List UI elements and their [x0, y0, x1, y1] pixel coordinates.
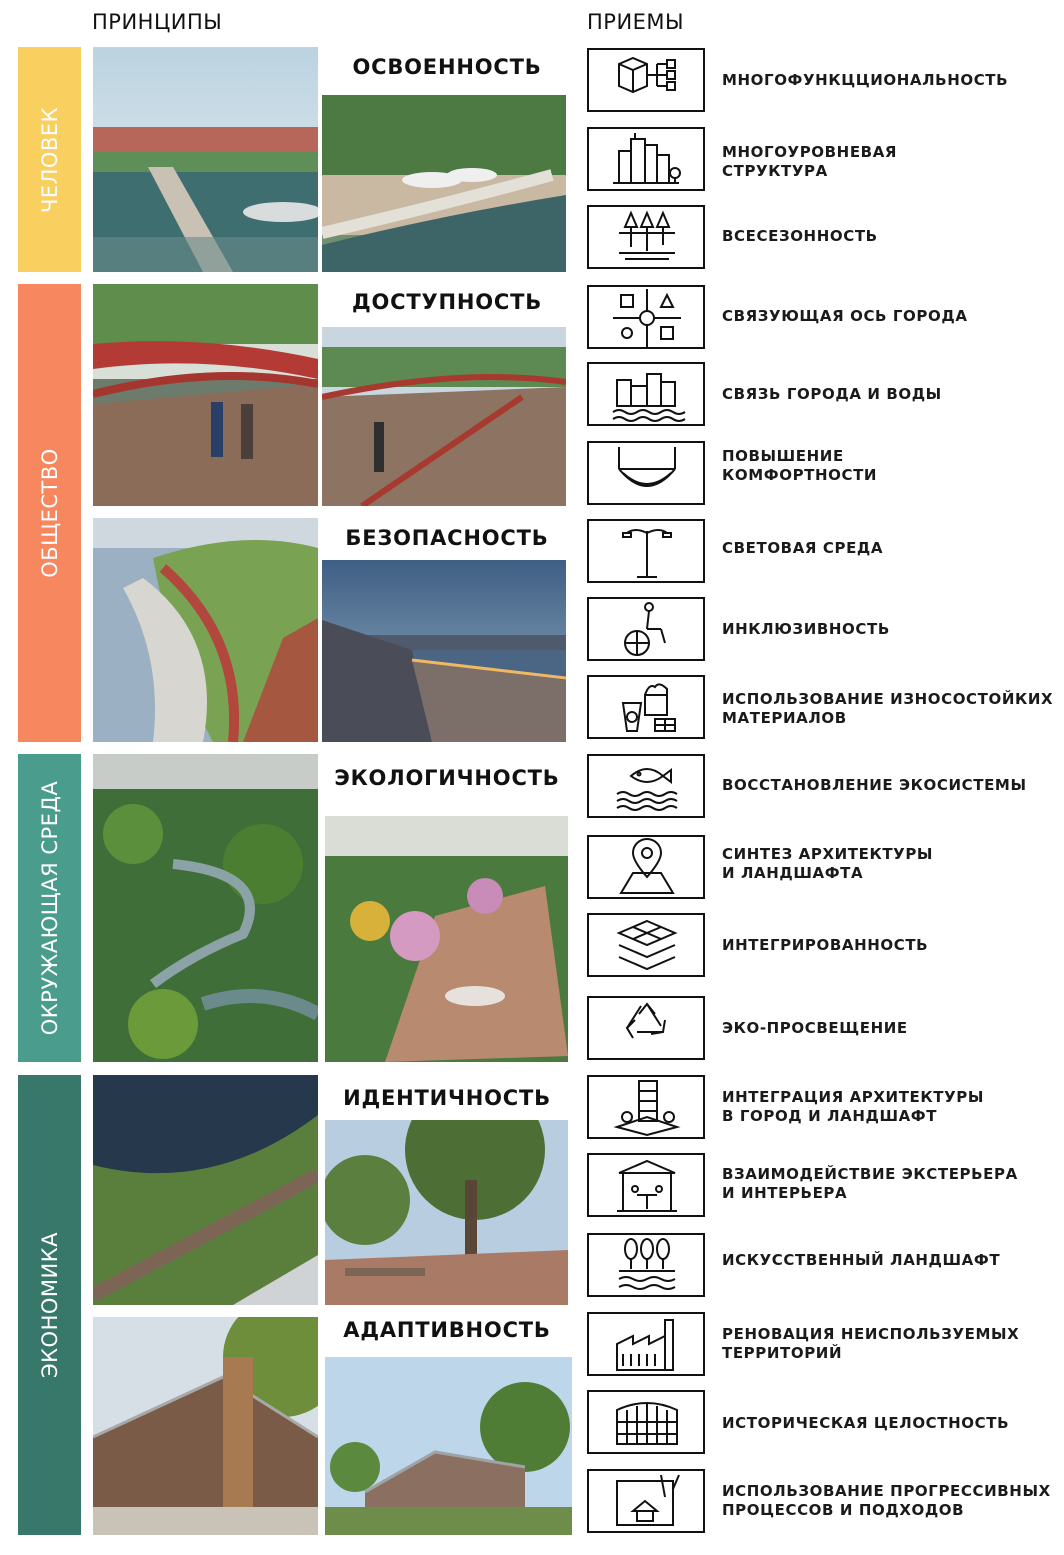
category-band-society — [18, 284, 81, 742]
colosseum-icon — [589, 1392, 705, 1454]
wheelchair-icon — [589, 599, 705, 661]
factory-icon — [589, 1314, 705, 1376]
street-lamp-icon — [589, 521, 705, 583]
technique-label: ИСКУССТВЕННЫЙ ЛАНДШАФТ — [722, 1251, 1001, 1269]
technique-icon-box — [587, 754, 705, 818]
techniques-header: ПРИЕМЫ — [587, 10, 685, 34]
technique-icon-box — [587, 205, 705, 269]
technique-icon-box — [587, 1153, 705, 1217]
category-label: ОКРУЖАЮЩАЯ СРЕДА — [37, 780, 62, 1036]
technique-label: ИНТЕГРИРОВАННОСТЬ — [722, 936, 929, 954]
technique-label: ИНКЛЮЗИВНОСТЬ — [722, 620, 890, 638]
technique-label: ИСПОЛЬЗОВАНИЕ ПРОГРЕССИВНЫХ ПРОЦЕССОВ И ПОДХОДОВ — [722, 1482, 1051, 1519]
category-band-economy — [18, 1075, 81, 1535]
technique-label: СВЕТОВАЯ СРЕДА — [722, 539, 884, 557]
technique-label: МНОГОУРОВНЕВАЯ СТРУКТУРА — [722, 143, 898, 180]
technique-icon-box — [587, 996, 705, 1060]
technique-icon-box — [587, 835, 705, 899]
boardwalk-photo — [322, 327, 566, 506]
red-bridge-photo — [93, 284, 318, 506]
category-label: ОБЩЕСТВО — [37, 448, 62, 578]
technique-icon-box — [587, 362, 705, 426]
pavilion-icon — [589, 1155, 705, 1217]
technique-label: ИНТЕГРАЦИЯ АРХИТЕКТУРЫ В ГОРОД И ЛАНДШАФТ — [722, 1088, 984, 1125]
wetland-aerial-photo — [93, 754, 318, 1062]
fish-water-icon — [589, 756, 705, 818]
trees-seasons-icon — [589, 207, 705, 269]
principle-title: ДОСТУПНОСТЬ — [351, 290, 543, 314]
technique-icon-box — [587, 1075, 705, 1139]
recycle-icon — [589, 998, 705, 1060]
technique-icon-box — [587, 519, 705, 583]
technique-label: ВЗАИМОДЕЙСТВИЕ ЭКСТЕРЬЕРА И ИНТЕРЬЕРА — [722, 1165, 1018, 1202]
principle-title: АДАПТИВНОСТЬ — [343, 1318, 551, 1342]
technique-label: ВОССТАНОВЛЕНИЕ ЭКОСИСТЕМЫ — [722, 776, 1027, 794]
night-promenade-photo — [322, 560, 566, 742]
cafe-riverside-photo — [322, 95, 566, 272]
technique-icon-box — [587, 1390, 705, 1454]
principle-title: ИДЕНТИЧНОСТЬ — [343, 1086, 551, 1110]
principle-title: ОСВОЕННОСТЬ — [352, 55, 542, 79]
city-axis-icon — [589, 287, 705, 349]
technique-label: СВЯЗУЮЩАЯ ОСЬ ГОРОДА — [722, 307, 968, 325]
category-label: ЧЕЛОВЕК — [37, 106, 62, 213]
category-label: ЭКОНОМИКА — [37, 1231, 62, 1379]
technique-label: СИНТЕЗ АРХИТЕКТУРЫ И ЛАНДШАФТА — [722, 845, 934, 882]
technique-icon-box — [587, 127, 705, 191]
skyscrapers-icon — [589, 129, 705, 191]
technique-icon-box — [587, 675, 705, 739]
map-pin-icon — [589, 837, 705, 899]
technique-label: МНОГОФУНКЦЦИОНАЛЬНОСТЬ — [722, 71, 1009, 89]
technique-label: ИСПОЛЬЗОВАНИЕ ИЗНОСОСТОЙКИХ МАТЕРИАЛОВ — [722, 690, 1054, 727]
waterfront-path-photo — [93, 518, 318, 742]
tree-plaza-photo — [325, 1120, 568, 1305]
technique-label: РЕНОВАЦИЯ НЕИСПОЛЬЗУЕМЫХ ТЕРРИТОРИЙ — [722, 1325, 1020, 1362]
technique-icon-box — [587, 1469, 705, 1533]
technique-label: ИСТОРИЧЕСКАЯ ЦЕЛОСТНОСТЬ — [722, 1414, 1010, 1432]
technique-icon-box — [587, 285, 705, 349]
category-band-person — [18, 47, 81, 272]
materials-icon — [589, 677, 705, 739]
technique-label: ВСЕСЕЗОННОСТЬ — [722, 227, 878, 245]
landscape-icon — [589, 1235, 705, 1297]
technique-label: СВЯЗЬ ГОРОДА И ВОДЫ — [722, 385, 942, 403]
blueprint-icon — [589, 1471, 705, 1533]
technique-icon-box — [587, 441, 705, 505]
technique-label: ЭКО-ПРОСВЕЩЕНИЕ — [722, 1019, 908, 1037]
technique-icon-box — [587, 48, 705, 112]
technique-icon-box — [587, 597, 705, 661]
principles-header: ПРИНЦИПЫ — [92, 10, 223, 34]
technique-label: ПОВЫШЕНИЕ КОМФОРТНОСТИ — [722, 447, 878, 484]
hillside-walkway-photo — [93, 1075, 318, 1305]
greenhouse-facade-photo — [93, 1317, 318, 1535]
principle-title: ЭКОЛОГИЧНОСТЬ — [334, 766, 560, 790]
layers-icon — [589, 915, 705, 977]
bridge-plaza-photo — [93, 47, 318, 272]
principle-title: БЕЗОПАСНОСТЬ — [345, 526, 549, 550]
tower-block-icon — [589, 1077, 705, 1139]
blooming-garden-photo — [325, 816, 568, 1062]
category-band-environment — [18, 754, 81, 1062]
technique-icon-box — [587, 1312, 705, 1376]
greenhouse-park-photo — [325, 1357, 572, 1535]
city-water-icon — [589, 364, 705, 426]
multifunction-icon — [589, 50, 705, 112]
technique-icon-box — [587, 913, 705, 977]
technique-icon-box — [587, 1233, 705, 1297]
hammock-icon — [589, 443, 705, 505]
